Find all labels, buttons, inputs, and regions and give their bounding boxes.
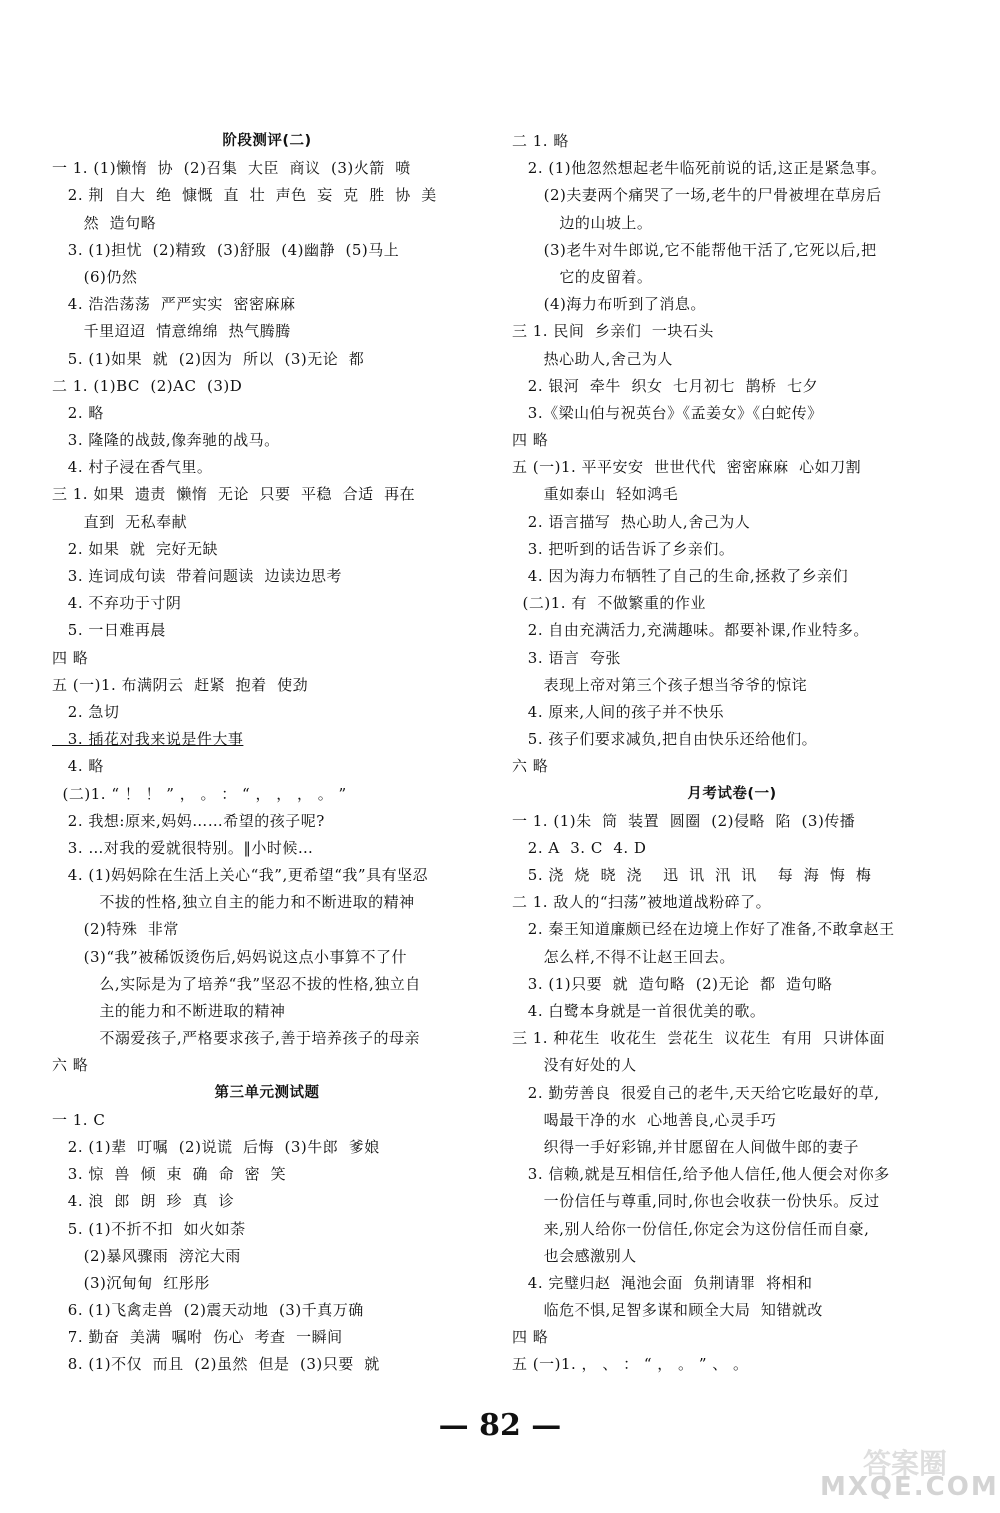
- answer-text: 4. 完璧归赵 渑池会面 负荆请罪 将相和: [512, 1273, 813, 1292]
- answer-text: 2. 如果 就 完好无缺: [52, 539, 218, 558]
- answer-text: (3)沉甸甸 红彤彤: [52, 1273, 210, 1292]
- right-answer-line: [512, 454, 952, 481]
- answer-text: 2. 勤劳善良 很爱自己的老牛,天天给它吃最好的草,: [512, 1083, 880, 1102]
- answer-text: (2)暴风骤雨 滂沱大雨: [52, 1246, 241, 1265]
- left-answer-line: [52, 1025, 482, 1052]
- answer-text: 4. 原来,人间的孩子并不快乐: [512, 702, 725, 721]
- answer-text: 3. 信赖,就是互相信任,给予他人信任,他人便会对你多: [512, 1165, 890, 1184]
- answer-text: 3.《梁山伯与祝英台》《孟姜女》《白蛇传》: [512, 403, 823, 422]
- answer-text: 三 1. 种花生 收花生 尝花生 议花生 有用 只讲体面: [512, 1029, 886, 1048]
- answer-text: 六 略: [52, 1056, 89, 1075]
- answer-text: 5. 浇 烧 晓 浇 迅 讯 汛 讯 每 海 悔 梅: [512, 866, 872, 885]
- left-answer-line: [52, 1052, 482, 1079]
- watermark: [820, 1447, 999, 1510]
- answer-text: 来,别人给你一份信任,你定会为这份信任而自豪,: [512, 1219, 870, 1238]
- section-heading: [52, 1080, 482, 1107]
- answer-text: 2. (1)他忽然想起老牛临死前说的话,这正是紧急事。: [512, 159, 887, 178]
- left-answer-line: [52, 998, 482, 1025]
- right-answer-line: [512, 427, 952, 454]
- left-answer-line: [52, 971, 482, 998]
- right-answer-line: [512, 400, 952, 427]
- left-answer-line: [52, 753, 482, 780]
- left-answer-line: [52, 1297, 482, 1324]
- right-answer-line: [512, 1080, 952, 1107]
- left-answer-line: [52, 182, 482, 209]
- answer-text: 4. 浩浩荡荡 严严实实 密密麻麻: [52, 295, 296, 314]
- right-answer-line: [512, 1052, 952, 1079]
- right-answer-line: [512, 1243, 952, 1270]
- left-answer-line: [52, 645, 482, 672]
- right-answer-line: [512, 998, 952, 1025]
- right-answer-line: [512, 1134, 952, 1161]
- answer-text: 么,实际是为了培养“我”坚忍不拔的性格,独立自: [52, 974, 421, 993]
- left-column: [52, 128, 482, 1379]
- answer-text: 织得一手好彩锦,并甘愿留在人间做牛郎的妻子: [512, 1137, 859, 1156]
- answer-text: 不拔的性格,独立自主的能力和不断进取的精神: [52, 893, 415, 912]
- left-answer-line: [52, 373, 482, 400]
- left-answer-line: [52, 672, 482, 699]
- left-answer-line: [52, 916, 482, 943]
- right-answer-line: [512, 563, 952, 590]
- left-answer-line: [52, 944, 482, 971]
- answer-text: 千里迢迢 情意绵绵 热气腾腾: [52, 322, 291, 341]
- right-answer-line: [512, 808, 952, 835]
- answer-text: 2. A 3. C 4. D: [512, 838, 647, 857]
- left-answer-line: [52, 400, 482, 427]
- right-answer-line: [512, 862, 952, 889]
- right-answer-line: [512, 645, 952, 672]
- answer-text: 2. (1)辈 叮嘱 (2)说谎 后悔 (3)牛郎 爹娘: [52, 1137, 380, 1156]
- left-answer-line: [52, 1351, 482, 1378]
- answer-text: 2. 语言描写 热心助人,舍己为人: [512, 512, 751, 531]
- right-answer-line: [512, 1324, 952, 1351]
- answer-text: (3)老牛对牛郎说,它不能帮他干活了,它死以后,把: [512, 240, 877, 259]
- answer-text: 一 1. (1)懒惰 协 (2)召集 大臣 商议 (3)火箭 喷: [52, 159, 411, 178]
- right-answer-line: [512, 889, 952, 916]
- right-answer-line: [512, 264, 952, 291]
- answer-text: 边的山坡上。: [512, 213, 653, 232]
- section-heading: [52, 128, 482, 155]
- watermark-logo: 答案圈: [862, 1447, 947, 1480]
- right-answer-line: [512, 291, 952, 318]
- answer-text: 3. 惊 兽 倾 束 确 命 密 笑: [52, 1165, 287, 1184]
- answer-text: (2)特殊 非常: [52, 920, 179, 939]
- left-answer-line: [52, 781, 482, 808]
- answer-text: 三 1. 民间 乡亲们 一块石头: [512, 322, 714, 341]
- right-answer-line: [512, 346, 952, 373]
- right-answer-line: [512, 1107, 952, 1134]
- left-answer-line: [52, 1134, 482, 1161]
- left-answer-line: [52, 210, 482, 237]
- left-answer-line: [52, 346, 482, 373]
- answer-text: 3. …对我的爱就很特别。‖小时候…: [52, 838, 314, 857]
- answer-text: 它的皮留着。: [512, 267, 653, 286]
- left-answer-line: [52, 1107, 482, 1134]
- answer-text: 4. (1)妈妈除在生活上关心“我”,更希望“我”具有坚忍: [52, 866, 429, 885]
- answer-text: 主的能力和不断进取的精神: [52, 1002, 286, 1020]
- answer-text: 3. (1)只要 就 造句略 (2)无论 都 造句略: [512, 974, 833, 993]
- right-answer-line: [512, 753, 952, 780]
- right-answer-line: [512, 373, 952, 400]
- answer-text: 二 1. 敌人的“扫荡”被地道战粉碎了。: [512, 893, 772, 912]
- answer-text: 一份信任与尊重,同时,你也会收获一份快乐。反过: [512, 1192, 880, 1211]
- left-answer-line: [52, 617, 482, 644]
- right-answer-line: [512, 481, 952, 508]
- right-answer-line: [512, 971, 952, 998]
- left-answer-line: [52, 590, 482, 617]
- answer-text: 六 略: [512, 757, 549, 776]
- left-answer-line: [52, 699, 482, 726]
- answer-text: 8. (1)不仅 而且 (2)虽然 但是 (3)只要 就: [52, 1355, 380, 1374]
- answer-text: (4)海力布听到了消息。: [512, 295, 706, 314]
- answer-text: 3. 连词成句读 带着问题读 边读边思考: [52, 567, 342, 585]
- right-answer-line: [512, 726, 952, 753]
- answer-text: 2. 急切: [52, 702, 120, 721]
- answer-text: 阶段测评(二): [222, 133, 312, 149]
- left-answer-line: [52, 1270, 482, 1297]
- answer-text: 2. 略: [52, 403, 104, 422]
- answer-text: 5. (1)不折不扣 如火如荼: [52, 1219, 246, 1238]
- right-answer-line: [512, 1216, 952, 1243]
- left-answer-line: [52, 835, 482, 862]
- answer-text: (2)夫妻两个痛哭了一场,老牛的尸骨被埋在草房后: [512, 186, 882, 205]
- right-answer-line: [512, 182, 952, 209]
- right-answer-line: [512, 590, 952, 617]
- answer-text: 3. 语言 夸张: [512, 648, 621, 667]
- answer-text: 第三单元测试题: [214, 1084, 320, 1101]
- section-heading: [512, 781, 952, 808]
- left-answer-line: [52, 862, 482, 889]
- answer-text: 没有好处的人: [512, 1056, 637, 1075]
- left-answer-line: [52, 808, 482, 835]
- left-answer-line: [52, 155, 482, 182]
- answer-text: 4. 略: [52, 757, 104, 776]
- answer-text: 重如泰山 轻如鸿毛: [512, 485, 679, 504]
- left-answer-line: [52, 291, 482, 318]
- right-answer-line: [512, 1025, 952, 1052]
- answer-text: 五 (一)1. ， 、 ： “ ， 。 ” 、 。: [512, 1355, 749, 1374]
- answer-text: 表现上帝对第三个孩子想当爷爷的惊诧: [512, 675, 808, 694]
- answer-text: 然 造句略: [52, 213, 157, 232]
- right-column: [512, 128, 952, 1379]
- right-answer-line: [512, 210, 952, 237]
- answer-text: 二 1. (1)BC (2)AC (3)D: [52, 376, 243, 395]
- right-answer-line: [512, 318, 952, 345]
- right-answer-line: [512, 1270, 952, 1297]
- answer-text: 一 1. C: [52, 1110, 106, 1129]
- left-answer-line: [52, 264, 482, 291]
- answer-text: 3. 把听到的话告诉了乡亲们。: [512, 539, 735, 558]
- right-answer-line: [512, 128, 952, 155]
- right-answer-line: [512, 509, 952, 536]
- answer-text: (3)“我”被稀饭烫伤后,妈妈说这点小事算不了什: [52, 947, 407, 966]
- left-answer-line: [52, 1161, 482, 1188]
- answer-text: 四 略: [52, 648, 89, 667]
- answer-text: 临危不惧,足智多谋和顾全大局 知错就改: [512, 1301, 823, 1320]
- right-answer-line: [512, 1351, 952, 1378]
- right-answer-line: [512, 617, 952, 644]
- answer-text: 喝最干净的水 心地善良,心灵手巧: [512, 1110, 777, 1129]
- right-answer-line: [512, 155, 952, 182]
- answer-text: 2. 我想:原来,妈妈……希望的孩子呢?: [52, 811, 325, 830]
- answer-text: 直到 无私奉献: [52, 512, 188, 531]
- answer-text: 五 (一)1. 平平安安 世世代代 密密麻麻 心如刀割: [512, 458, 862, 477]
- answer-text: 不溺爱孩子,严格要求孩子,善于培养孩子的母亲: [52, 1029, 420, 1048]
- answer-text: 5. (1)如果 就 (2)因为 所以 (3)无论 都: [52, 349, 365, 368]
- answer-text: 3. 插花对我来说是件大事: [52, 730, 244, 749]
- left-answer-line: [52, 237, 482, 264]
- left-answer-line: [52, 427, 482, 454]
- page-number: — 82 —: [438, 1408, 562, 1443]
- left-answer-line: [52, 509, 482, 536]
- watermark-url: MXQE.COM: [820, 1472, 999, 1502]
- answer-text: 2. 银河 牵牛 织女 七月初七 鹊桥 七夕: [512, 376, 819, 395]
- answer-text: 一 1. (1)朱 筒 装置 圆圈 (2)侵略 陷 (3)传播: [512, 811, 856, 830]
- answer-text: (6)仍然: [52, 267, 138, 286]
- answer-text: 4. 白鹭本身就是一首很优美的歌。: [512, 1002, 766, 1020]
- right-answer-line: [512, 916, 952, 943]
- left-answer-line: [52, 563, 482, 590]
- right-answer-line: [512, 1297, 952, 1324]
- answer-text: 三 1. 如果 遗责 懒惰 无论 只要 平稳 合适 再在: [52, 485, 416, 504]
- left-answer-line: [52, 1216, 482, 1243]
- answer-text: 热心助人,舍己为人: [512, 349, 673, 368]
- answer-text: 2. 自由充满活力,充满趣味。都要补课,作业特多。: [512, 621, 869, 640]
- left-answer-line: [52, 536, 482, 563]
- answer-text: 四 略: [512, 1328, 549, 1347]
- right-answer-line: [512, 944, 952, 971]
- answer-text: 6. (1)飞禽走兽 (2)震天动地 (3)千真万确: [52, 1301, 364, 1320]
- left-answer-line: [52, 889, 482, 916]
- left-answer-line: [52, 318, 482, 345]
- answer-text: 4. 浪 郎 朗 珍 真 诊: [52, 1192, 235, 1211]
- right-answer-line: [512, 699, 952, 726]
- answer-text: 3. 隆隆的战鼓,像奔驰的战马。: [52, 431, 280, 450]
- answer-text: 月考试卷(一): [687, 785, 777, 802]
- answer-text: (二)1. 有 不做繁重的作业: [512, 594, 706, 613]
- left-answer-line: [52, 726, 482, 753]
- answer-text: 也会感激别人: [512, 1246, 637, 1265]
- answer-text: 怎么样,不得不让赵王回去。: [512, 947, 735, 966]
- answer-text: 2. 秦王知道廉颇已经在边境上作好了准备,不敢拿赵王: [512, 920, 895, 939]
- left-answer-line: [52, 1188, 482, 1215]
- answer-text: (二)1. “ ！ ！ ” ， 。 ： “ ， ， ， 。 ”: [52, 784, 347, 803]
- answer-text: 4. 不弃功于寸阴: [52, 594, 182, 613]
- right-answer-line: [512, 536, 952, 563]
- answer-text: 5. 孩子们要求减负,把自由快乐还给他们。: [512, 730, 818, 749]
- answer-text: 二 1. 略: [512, 132, 569, 150]
- answer-text: 7. 勤奋 美满 嘱咐 伤心 考查 一瞬间: [52, 1328, 343, 1347]
- right-answer-line: [512, 237, 952, 264]
- right-answer-line: [512, 1161, 952, 1188]
- left-answer-line: [52, 454, 482, 481]
- right-answer-line: [512, 835, 952, 862]
- right-answer-line: [512, 1188, 952, 1215]
- answer-text: 3. (1)担忧 (2)精致 (3)舒服 (4)幽静 (5)马上: [52, 240, 400, 259]
- answer-text: 五 (一)1. 布满阴云 赶紧 抱着 使劲: [52, 675, 309, 694]
- left-answer-line: [52, 1324, 482, 1351]
- answer-text: 四 略: [512, 431, 549, 450]
- left-answer-line: [52, 1243, 482, 1270]
- answer-text: 2. 荆 自大 绝 慷慨 直 壮 声色 妄 克 胜 协 美: [52, 186, 437, 205]
- answer-text: 4. 村子浸在香气里。: [52, 458, 213, 477]
- left-answer-line: [52, 481, 482, 508]
- answer-text: 4. 因为海力布牺牲了自己的生命,拯救了乡亲们: [512, 567, 849, 585]
- answer-text: 5. 一日难再晨: [52, 621, 166, 640]
- right-answer-line: [512, 672, 952, 699]
